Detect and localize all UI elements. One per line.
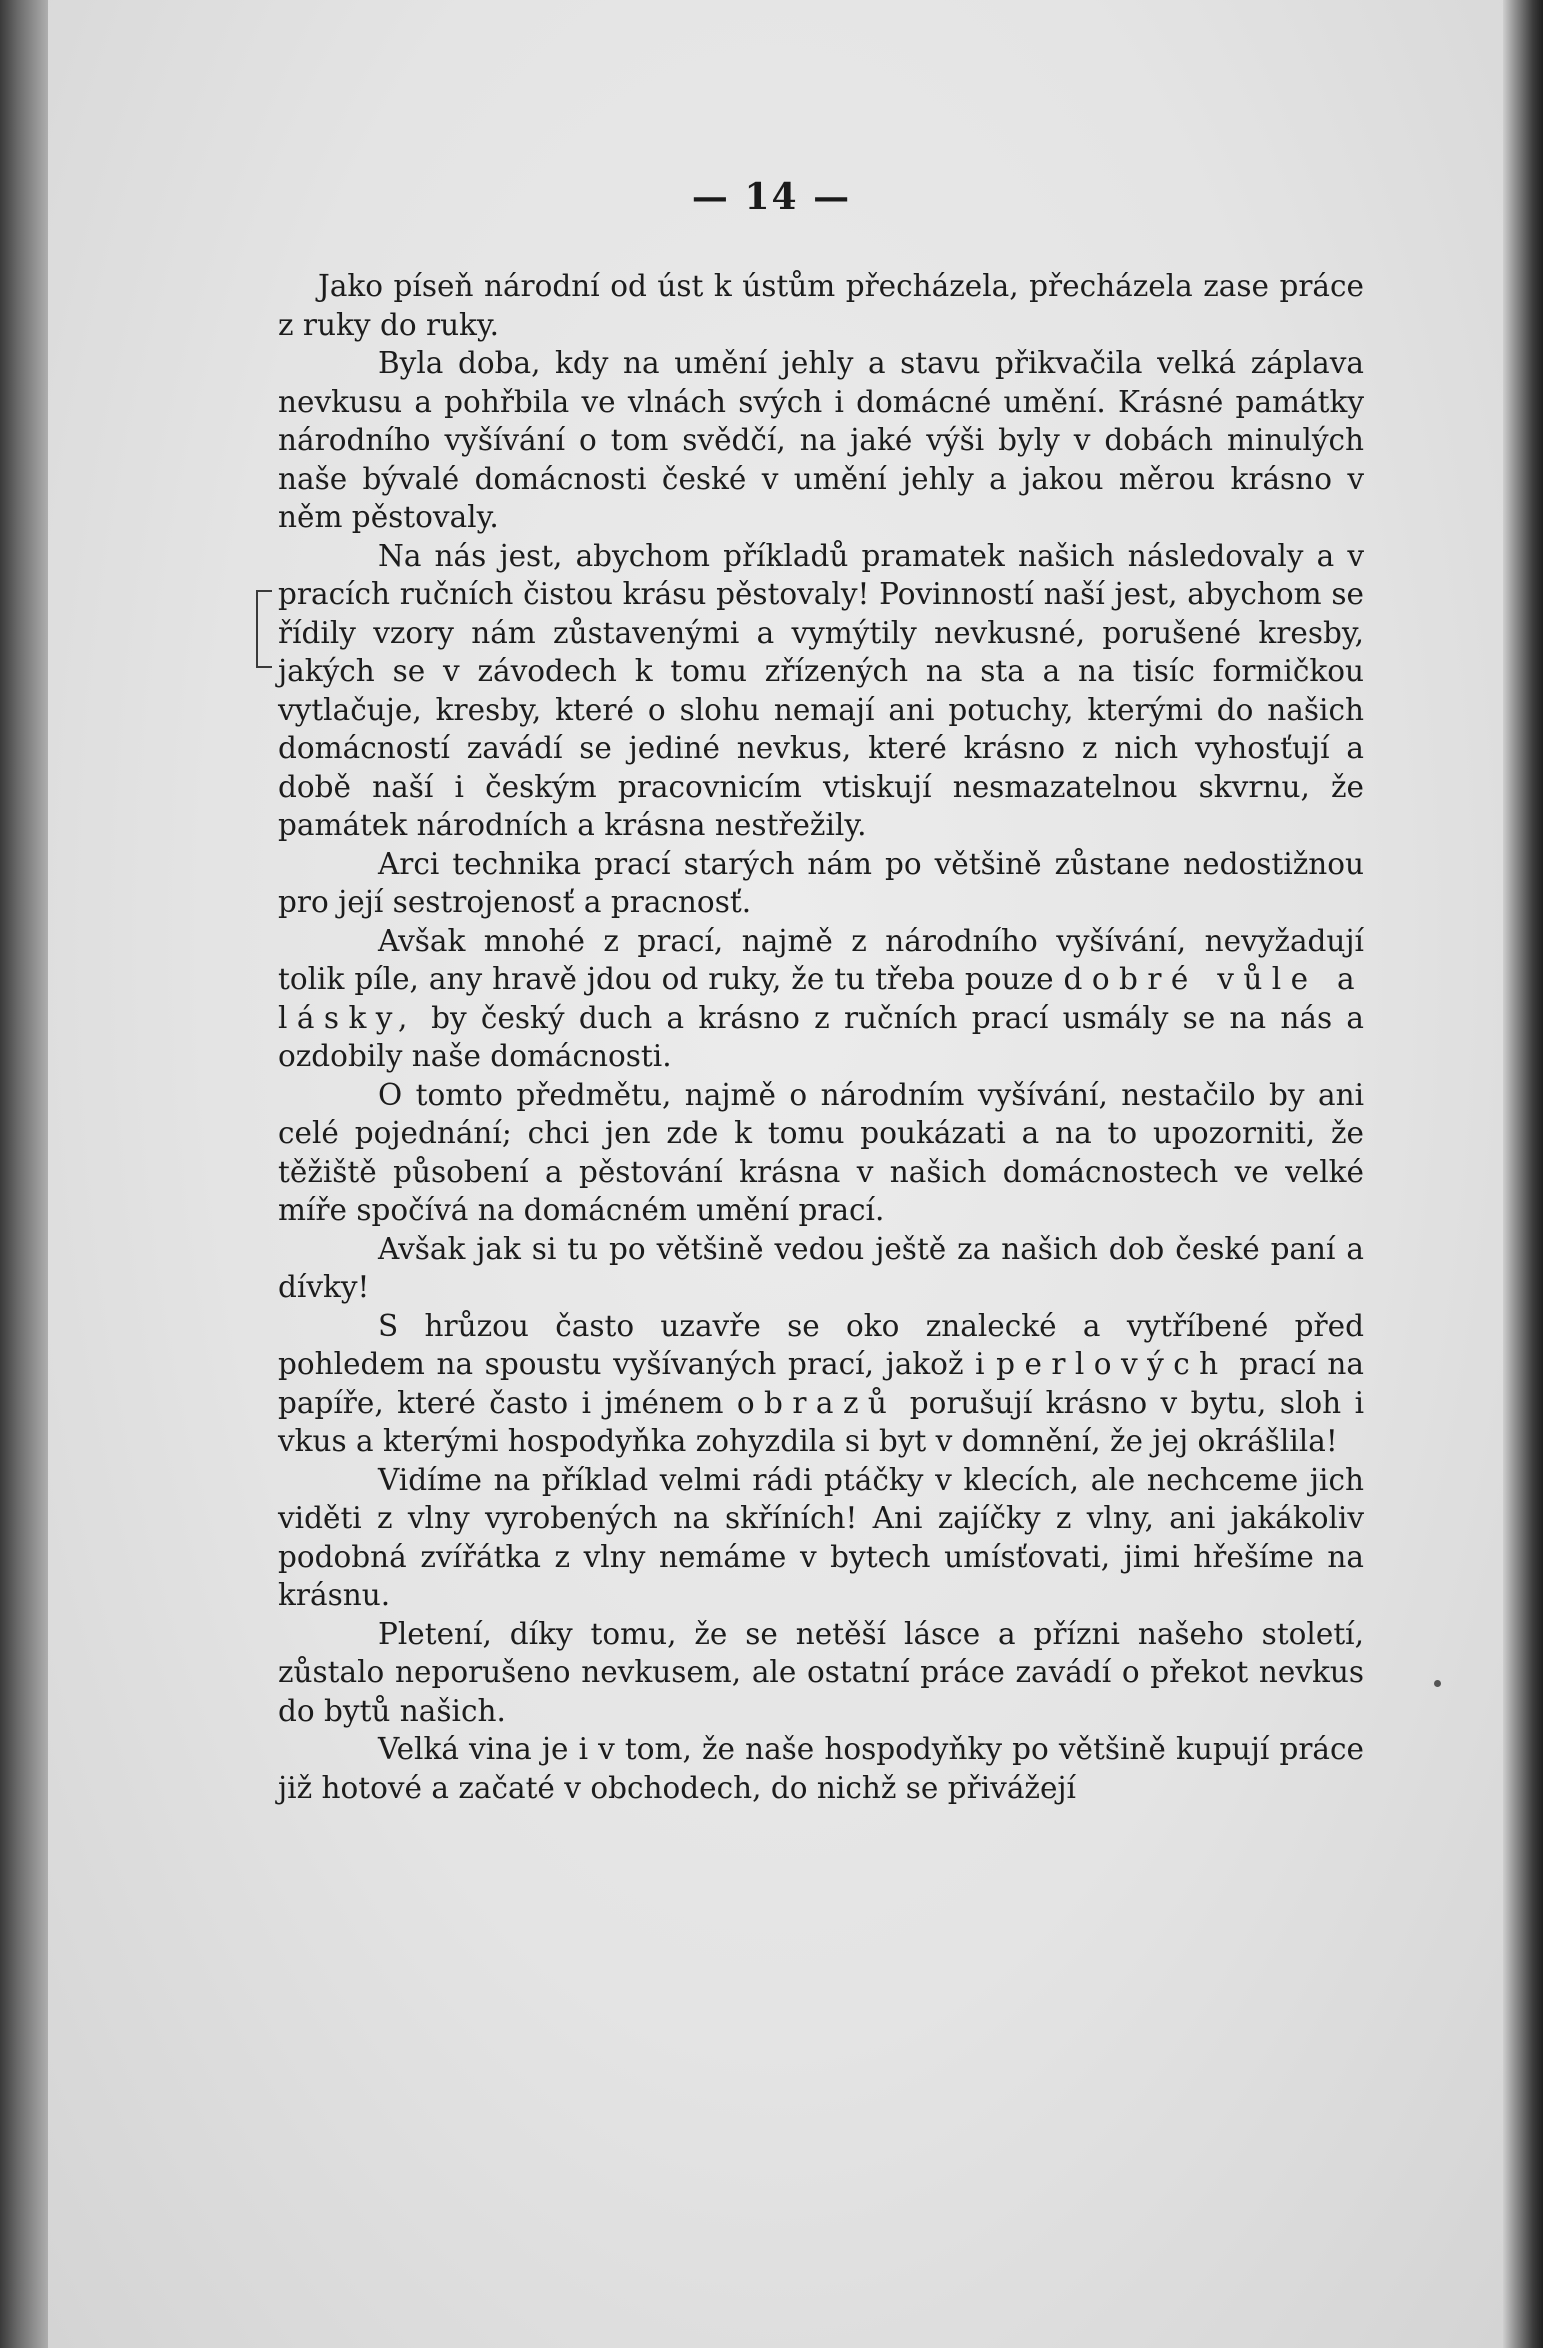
paragraph-3: Na nás jest, abychom příkladů pramatek našich následovaly a v pracích ručních čistou krásu pěstovaly! Povinností naší jest, abychom se řídily vzory nám zůstavenými a vymýtily nevkusné, porušené kresby, jakých se v závodech k tomu zřízených na sta a na tisíc formičkou vytlačuje, kresby, které o slohu nemají ani potuchy, kterými do našich domácností zavádí se jediné nevkus, které krásno z nich vyhosťují a době naší i českým pracovnicím vtiskují nesmazatelnou skvrnu, že památek národních a krásna nestřežily. bbox=[278, 538, 1364, 842]
paragraph-5 bbox=[278, 922, 1364, 1076]
paragraph-2: Byla doba, kdy na umění jehly a stavu přikvačila velká záplava nevkusu a pohřbila ve vlnách svých i domácné umění. Krásné památky národního vyšívání o tom svědčí, na jaké výši byly v dobách minulých naše bývalé domácnosti české v umění jehly a jakou měrou krásno v něm pěstovaly. bbox=[278, 346, 1364, 534]
margin-dot-mark bbox=[1434, 1680, 1441, 1687]
paragraph-4: Arci technika prací starých nám po většině zůstane nedostižnou pro její sestrojenosť a pracnosť. bbox=[278, 846, 1364, 919]
paragraph-10: Pletení, díky tomu, že se netěší lásce a přízni našeho století, zůstalo neporušeno nevkusem, ale ostatní práce zavádí o překot nevkus do bytů našich. bbox=[278, 1616, 1364, 1728]
paragraph-5-text-a: Avšak mnohé z prací, najmě z národního vyšívání, nevyžadují tolik píle, any hravě jdou od ruky, že tu třeba pouze bbox=[278, 923, 1364, 996]
page-number: — 14 — bbox=[691, 176, 852, 218]
paragraph-8-emphasis-2: obrazů bbox=[736, 1385, 897, 1420]
paragraph-8-text-a: S hrůzou často uzavře se oko znalecké a vytříbené před pohledem na spoustu vyšívaných prací, jakož i bbox=[278, 1308, 1364, 1381]
paragraph-6: O tomto předmětu, najmě o národním vyšívání, nestačilo by ani celé pojednání; chci jen zde k tomu poukázati a na to upozorniti, že těžiště působení a pěstování krásna v našich domácnostech ve velké míře spočívá na domácném umění prací. bbox=[278, 1077, 1364, 1227]
paragraph-7: Avšak jak si tu po většině vedou ještě za našich dob české paní a dívky! bbox=[278, 1231, 1364, 1304]
paragraph-5-emphasis: dobré vůle a lásky, bbox=[278, 962, 1364, 1035]
paragraph-1: Jako píseň národní od úst k ústům přecházela, přecházela zase práce z ruky do ruky. bbox=[278, 269, 1364, 342]
body-text bbox=[278, 267, 1364, 1807]
margin-bracket-mark bbox=[256, 590, 272, 668]
paragraph-9: Vidíme na příklad velmi rádi ptáčky v klecích, ale nechceme jich viděti z vlny vyrobených na skříních! Ani zajíčky z vlny, ani jakákoliv podobná zvířátka z vlny nemáme v bytech umísťovati, jimi hřešíme na krásnu. bbox=[278, 1462, 1364, 1612]
paragraph-8-emphasis-1: perlových bbox=[996, 1347, 1228, 1381]
paragraph-8-text-c: porušují krásno v bytu, sloh i vkus a kterými hospodyňka zohyzdila si byt v domnění, že jej okrášlila! bbox=[278, 1385, 1364, 1458]
paragraph-8-text-b: prací na papíře, které často i jménem bbox=[278, 1347, 1364, 1420]
paragraph-11: Velká vina je i v tom, že naše hospodyňky po většině kupují práce již hotové a začaté v obchodech, do nichž se přivážejí bbox=[278, 1732, 1364, 1805]
paragraph-8 bbox=[278, 1307, 1364, 1461]
paragraph-5-text-b: by český duch a krásno z ručních prací usmály se na nás a ozdobily naše domácnosti. bbox=[278, 1000, 1364, 1073]
page-edge-shadow bbox=[1503, 0, 1543, 2348]
